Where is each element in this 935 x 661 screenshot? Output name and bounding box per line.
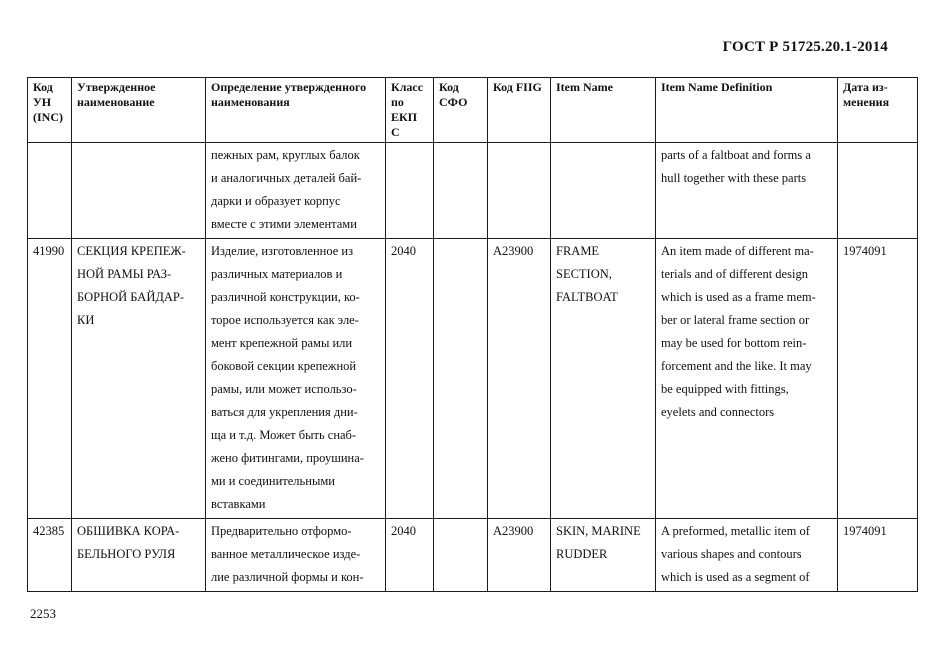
cell-item-definition: parts of a faltboat and forms a hull together with these parts (656, 143, 838, 239)
cell-fiig (488, 143, 551, 239)
standard-code: ГОСТ Р 51725.20.1-2014 (722, 39, 888, 55)
col-header-fiig: Код FIIG (488, 78, 551, 143)
page-number: 2253 (30, 606, 56, 621)
cell-item-name: FRAME SECTION, FALTBOAT (551, 239, 656, 519)
cell-item-name: SKIN, MARINE RUDDER (551, 519, 656, 592)
table-row (28, 143, 918, 239)
col-header-definition: Определение утвержденного наименования (206, 78, 386, 143)
nomenclature-table (27, 77, 918, 592)
cell-approved-name: ОБШИВКА КОРА- БЕЛЬНОГО РУЛЯ (72, 519, 206, 592)
cell-class: 2040 (386, 239, 434, 519)
cell-item-definition: An item made of different ma- terials and of different design which is used as a frame mem- ber or lateral frame section or may be used for bottom rein- forcement and the like. It may be equipped with fittings, eyelets and connectors (656, 239, 838, 519)
cell-inc: 42385 (28, 519, 72, 592)
col-header-date: Дата из- менения (838, 78, 918, 143)
cell-item-name (551, 143, 656, 239)
cell-item-definition: A preformed, metallic item of various shapes and contours which is used as a segment of (656, 519, 838, 592)
col-header-class: Класс по ЕКП С (386, 78, 434, 143)
cell-class (386, 143, 434, 239)
cell-fiig: A23900 (488, 239, 551, 519)
cell-class: 2040 (386, 519, 434, 592)
table-header-row (28, 78, 918, 143)
col-header-sfo: Код СФО (434, 78, 488, 143)
col-header-inc: Код УН (INC) (28, 78, 72, 143)
cell-date (838, 143, 918, 239)
cell-sfo (434, 143, 488, 239)
cell-inc: 41990 (28, 239, 72, 519)
cell-date: 1974091 (838, 519, 918, 592)
col-header-item-definition: Item Name Definition (656, 78, 838, 143)
cell-sfo (434, 519, 488, 592)
col-header-approved-name: Утвержденное наименование (72, 78, 206, 143)
table-row (28, 519, 918, 592)
cell-inc (28, 143, 72, 239)
cell-definition: пежных рам, круглых балок и аналогичных деталей бай- дарки и образует корпус вместе с этими элементами (206, 143, 386, 239)
cell-approved-name (72, 143, 206, 239)
cell-approved-name: СЕКЦИЯ КРЕПЕЖ- НОЙ РАМЫ РАЗ- БОРНОЙ БАЙДАР- КИ (72, 239, 206, 519)
cell-fiig: A23900 (488, 519, 551, 592)
cell-definition: Предварительно отформо- ванное металлическое изде- лие различной формы и кон- (206, 519, 386, 592)
table-row (28, 239, 918, 519)
cell-definition: Изделие, изготовленное из различных материалов и различной конструкции, ко- торое используется как эле- мент крепежной рамы или боковой секции крепежной рамы, или может использо- ваться для укрепления дни- ща и т.д. Может быть снаб- жено фитингами, проушина- ми и соединительными вставками (206, 239, 386, 519)
col-header-item-name: Item Name (551, 78, 656, 143)
cell-sfo (434, 239, 488, 519)
cell-date: 1974091 (838, 239, 918, 519)
